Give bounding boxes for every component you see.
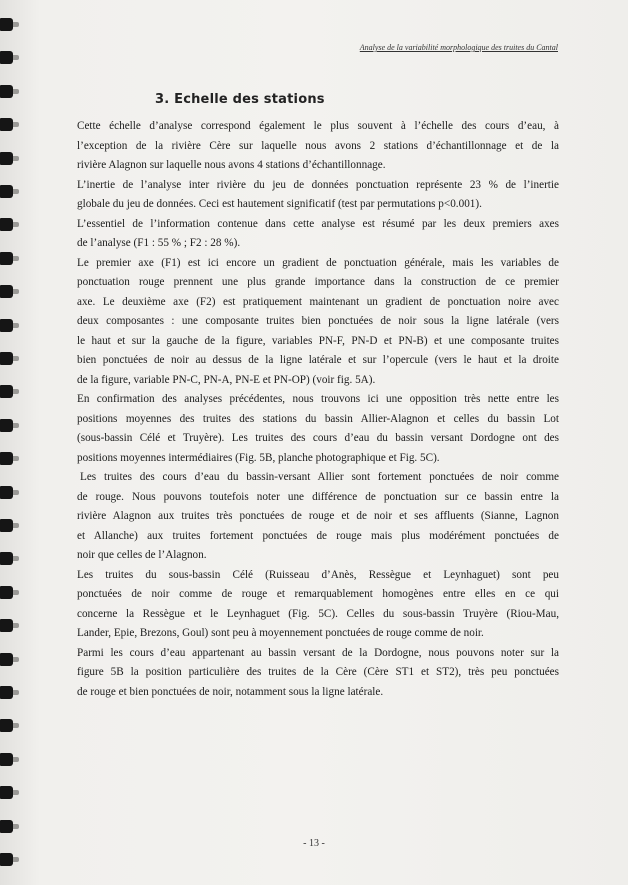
body-text: [77, 117, 559, 702]
binding-ring: [0, 185, 13, 198]
binding-ring: [0, 786, 13, 799]
text-line: positions moyennes des truites des stations du bassin Allier-Alagnon et celles du bassin Lot: [77, 412, 559, 425]
binding-ring: [0, 18, 13, 31]
section-heading: 3. Echelle des stations: [155, 92, 325, 107]
binding-ring: [0, 519, 13, 532]
text-line: Lander, Epie, Brezons, Goul) sont peu à moyennement ponctuées de rouge comme de noir.: [77, 627, 484, 639]
binding-ring: [0, 252, 13, 265]
binding-ring: [0, 385, 13, 398]
text-line: de l’analyse (F1 : 55 % ; F2 : 28 %).: [77, 237, 241, 249]
text-line: concerne la Ressègue et le Leynhaguet (Fig. 5C). Celles du sous-bassin Truyère (Riou-Mau,: [77, 607, 559, 620]
binding-ring: [0, 686, 13, 699]
text-line: globale du jeu de données. Ceci est hautement significatif (test par permutations p<0.001).: [77, 198, 482, 210]
text-line: rivière Alagnon aux truites très ponctuées de rouge et de noir et ses affluents (Sianne, Lagnon: [77, 510, 559, 522]
text-line: de rouge. Nous pouvons toutefois noter une différence de ponctuation sur ce bassin entre la: [77, 490, 559, 503]
text-line: positions moyennes intermédiaires (Fig. 5B, planche photographique et Fig. 5C).: [77, 451, 440, 464]
text-line: En confirmation des analyses précédentes, nous trouvons ici une opposition très nette entre les: [77, 393, 559, 405]
text-line: axe. Le deuxième axe (F2) est pratiquement maintenant un gradient de ponctuation noire avec: [77, 295, 559, 308]
binding-ring: [0, 152, 13, 165]
binding-ring: [0, 85, 13, 98]
text-line: (sous-bassin Célé et Truyère). Les truites des cours d’eau du bassin versant Dordogne ont des: [77, 432, 559, 444]
text-line: figure 5B la position particulière des truites de la Cère (Cère ST1 et ST2), très peu ponctuées: [77, 666, 559, 678]
binding-ring: [0, 619, 13, 632]
binding-ring: [0, 653, 13, 666]
running-header: Analyse de la variabilité morphologique des truites du Cantal: [359, 43, 558, 52]
text-line: le haut et sur la gauche de la figure, variables PN-F, PN-D et PN-B) et une composante truites: [77, 334, 559, 347]
binding-ring: [0, 452, 13, 465]
spiral-binding: [0, 0, 22, 885]
text-line: Le premier axe (F1) est ici encore un gradient de ponctuation générale, mais les variables de: [77, 256, 559, 269]
binding-ring: [0, 719, 13, 732]
binding-ring: [0, 853, 13, 866]
binding-ring: [0, 218, 13, 231]
binding-ring: [0, 118, 13, 131]
text-line: Les truites des cours d’eau du bassin-versant Allier sont fortement ponctuées de noir comme: [80, 471, 559, 483]
text-line: Parmi les cours d’eau appartenant au bassin versant de la Dordogne, nous pouvons noter sur la: [77, 646, 559, 659]
text-line: et Allanche) aux truites fortement ponctuées de rouge mais plus modérément ponctuées de: [77, 529, 559, 542]
binding-ring: [0, 352, 13, 365]
binding-ring: [0, 753, 13, 766]
text-line: de rouge et bien ponctuées de noir, notamment sous la ligne latérale.: [77, 685, 384, 698]
text-line: bien ponctuées de noir au dessus de la ligne latérale et sur l’opercule (vers le haut et la droite: [77, 354, 559, 366]
binding-ring: [0, 820, 13, 833]
binding-ring: [0, 419, 13, 432]
text-line: de la figure, variable PN-C, PN-A, PN-E et PN-OP) (voir fig. 5A).: [77, 373, 376, 386]
binding-ring: [0, 285, 13, 298]
text-line: ponctuées de noir comme de rouge et remarquablement homogènes entre elles en ce qui: [77, 588, 559, 600]
text-line: noir que celles de l’Alagnon.: [77, 549, 207, 561]
page-number: - 13 -: [303, 838, 325, 849]
text-line: Cette échelle d’analyse correspond également le plus souvent à l’échelle des cours d’eau, à: [77, 120, 559, 132]
binding-ring: [0, 552, 13, 565]
binding-ring: [0, 319, 13, 332]
text-line: rivière Alagnon sur laquelle nous avons 4 stations d’échantillonnage.: [77, 159, 386, 171]
text-line: L’essentiel de l’information contenue dans cette analyse est résumé par les deux premiers axes: [77, 217, 559, 230]
text-line: l’exception de la rivière Cère sur laquelle nous avons 2 stations d’échantillonnage et de la: [77, 139, 559, 152]
binding-ring: [0, 51, 13, 64]
text-line: L’inertie de l’analyse inter rivière du jeu de données ponctuation représente 23 % de l’inertie: [77, 178, 559, 191]
binding-ring: [0, 586, 13, 599]
binding-ring: [0, 486, 13, 499]
text-line: Les truites du sous-bassin Célé (Ruisseau d’Anès, Ressègue et Leynhaguet) sont peu: [77, 568, 559, 581]
text-line: deux composantes : une composante truites bien ponctuées de noir sous la ligne latérale (vers: [77, 315, 559, 327]
text-line: ponctuation rouge prennent une plus grande importance dans la construction de ce premier: [77, 276, 559, 288]
